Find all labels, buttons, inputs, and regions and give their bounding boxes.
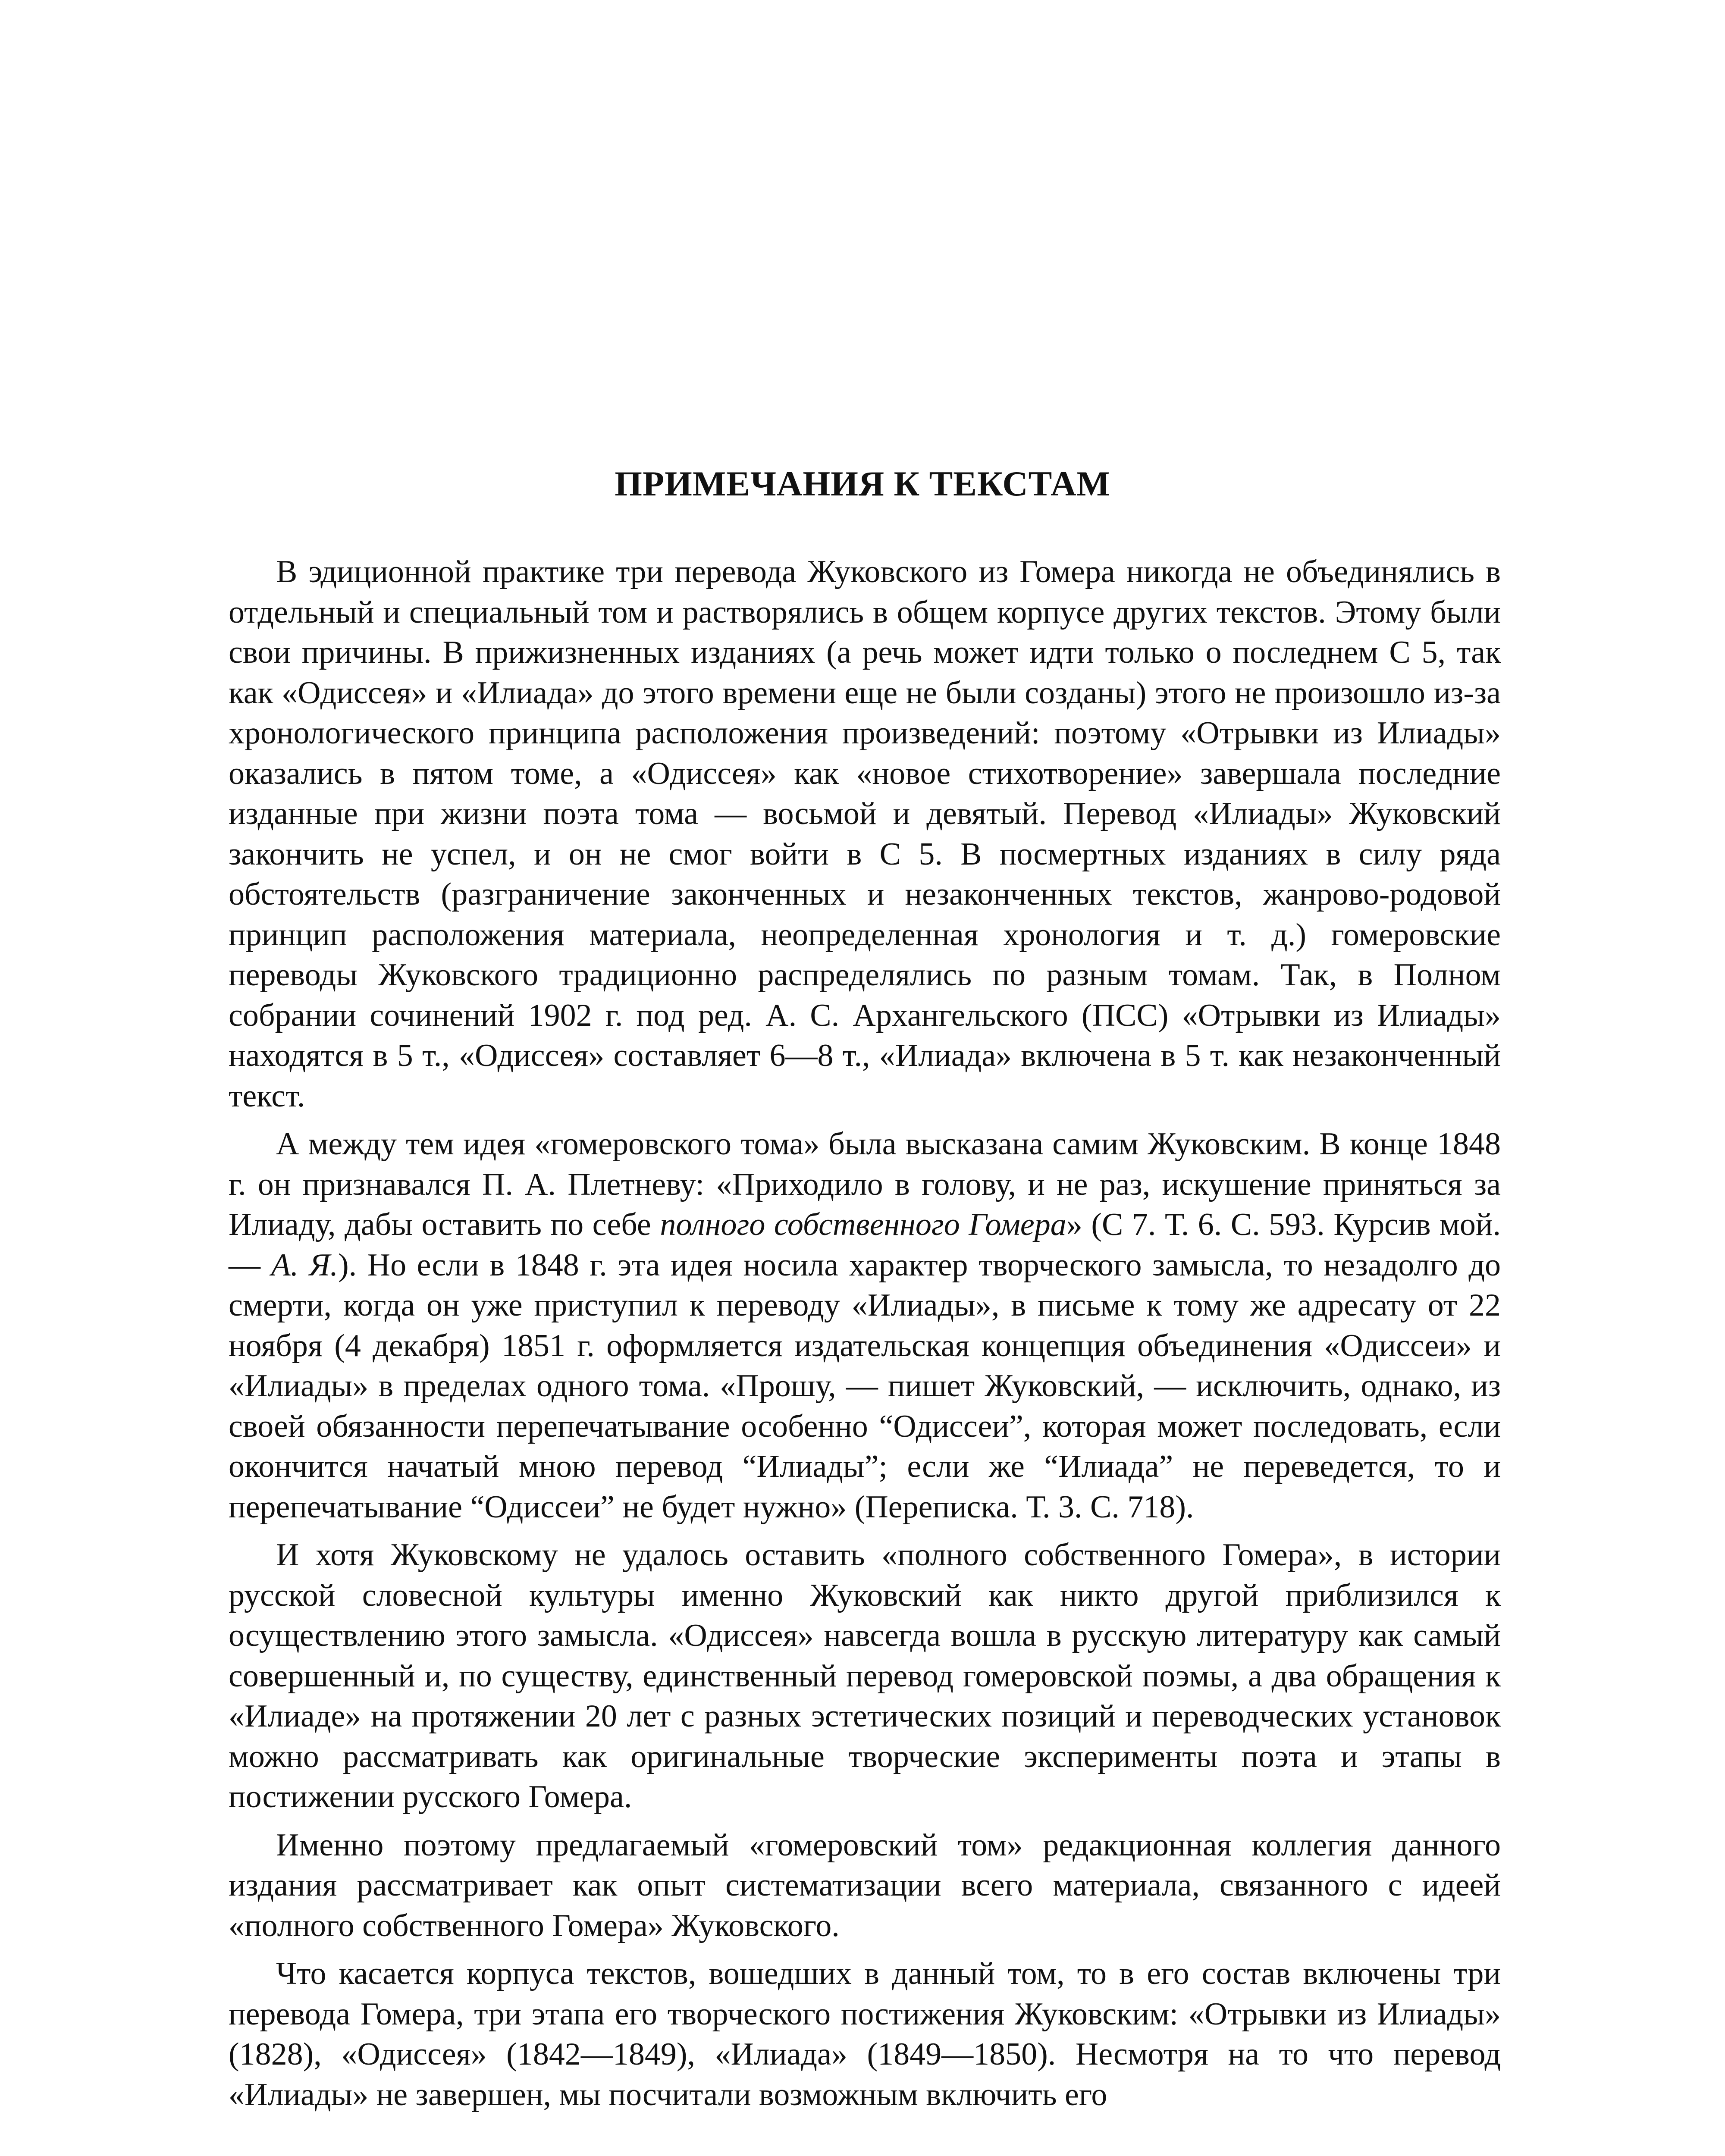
paragraph-2 xyxy=(229,1124,1501,1527)
paragraph-2-italic-initials: А. Я. xyxy=(271,1247,338,1283)
paragraph-4: Именно поэтому предлагаемый «гомеровский том» редакционная коллегия данного издания рассматривает как опыт систематизации всего материала, связанного с идеей «полного собственного Гомера» Жуковского. xyxy=(229,1827,1501,1943)
page-title: ПРИМЕЧАНИЯ К ТЕКСТАМ xyxy=(615,464,1110,503)
paragraph-2-italic-quote: полного собственного Гомера xyxy=(660,1207,1066,1242)
paragraph-5: Что касается корпуса текстов, вошедших в данный том, то в его состав включены три перевода Гомера, три этапа его творческого постижения Жуковским: «Отрывки из Илиады» (1828), «Одиссея» (1842—1849), «Илиада» (1849—1850). Несмотря на то что перевод «Илиады» не завершен, мы посчитали возможным включить его xyxy=(229,1956,1501,2112)
paragraph-2-text-after: ). Но если в 1848 г. эта идея носила характер творческого замысла, то незадолго до смерти, когда он уже приступил к переводу «Илиады», в письме к тому же адресату от 22 ноября (4 декабря) 1851 г. оформляется издательская концепция объединения «Одиссеи» и «Илиады» в пределах одного тома. «Прошу, — пишет Жуковский, — исключить, однако, из своей обязанности перепечатывание особенно “Одиссеи”, которая может последовать, если окончится начатый мною перевод “Илиады”; если же “Илиада” не переведется, то и перепечатывание “Одиссеи” не будет нужно» (Переписка. Т. 3. С. 718). xyxy=(229,1247,1501,1525)
notes-body xyxy=(229,552,1501,2123)
paragraph-2-text-before: А между тем идея «гомеровского тома» была высказана самим Жуковским. В конце 1848 г. он признавался П. А. Плетневу: «Приходило в голову, и не раз, искушение приняться за Илиаду, дабы оставить по себе xyxy=(229,1126,1501,1242)
paragraph-2-text-middle: » (С 7. Т. 6. С. 593. Курсив мой. — xyxy=(229,1207,1501,1283)
paragraph-1: В эдиционной практике три перевода Жуковского из Гомера никогда не объединялись в отдельный и специальный том и растворялись в общем корпусе других текстов. Этому были свои причины. В прижизненных изданиях (а речь может идти только о последнем С 5, так как «Одиссея» и «Илиада» до этого времени еще не были созданы) этого не произошло из-за хронологического принципа расположения произведений: поэтому «Отрывки из Илиады» оказались в пятом томе, а «Одиссея» как «новое стихотворение» завершала последние изданные при жизни поэта тома — восьмой и девятый. Перевод «Илиады» Жуковский закончить не успел, и он не смог войти в С 5. В посмертных изданиях в силу ряда обстоятельств (разграничение законченных и незаконченных текстов, жанрово-родовой принцип расположения материала, неопределенная хронология и т. д.) гомеровские переводы Жуковского традиционно распределялись по разным томам. Так, в Полном собрании сочинений 1902 г. под ред. А. С. Архангельского (ПСС) «Отрывки из Илиады» находятся в 5 т., «Одиссея» составляет 6—8 т., «Илиада» включена в 5 т. как незаконченный текст. xyxy=(229,554,1501,1114)
paragraph-3: И хотя Жуковскому не удалось оставить «полного собственного Гомера», в истории русской словесной культуры именно Жуковский как никто другой приблизился к осуществлению этого замысла. «Одиссея» навсегда вошла в русскую литературу как самый совершенный и, по существу, единственный перевод гомеровской поэмы, а два обращения к «Илиаде» на протяжении 20 лет с разных эстетических позиций и переводческих установок можно рассматривать как оригинальные творческие эксперименты поэта и этапы в постижении русского Гомера. xyxy=(229,1537,1501,1814)
